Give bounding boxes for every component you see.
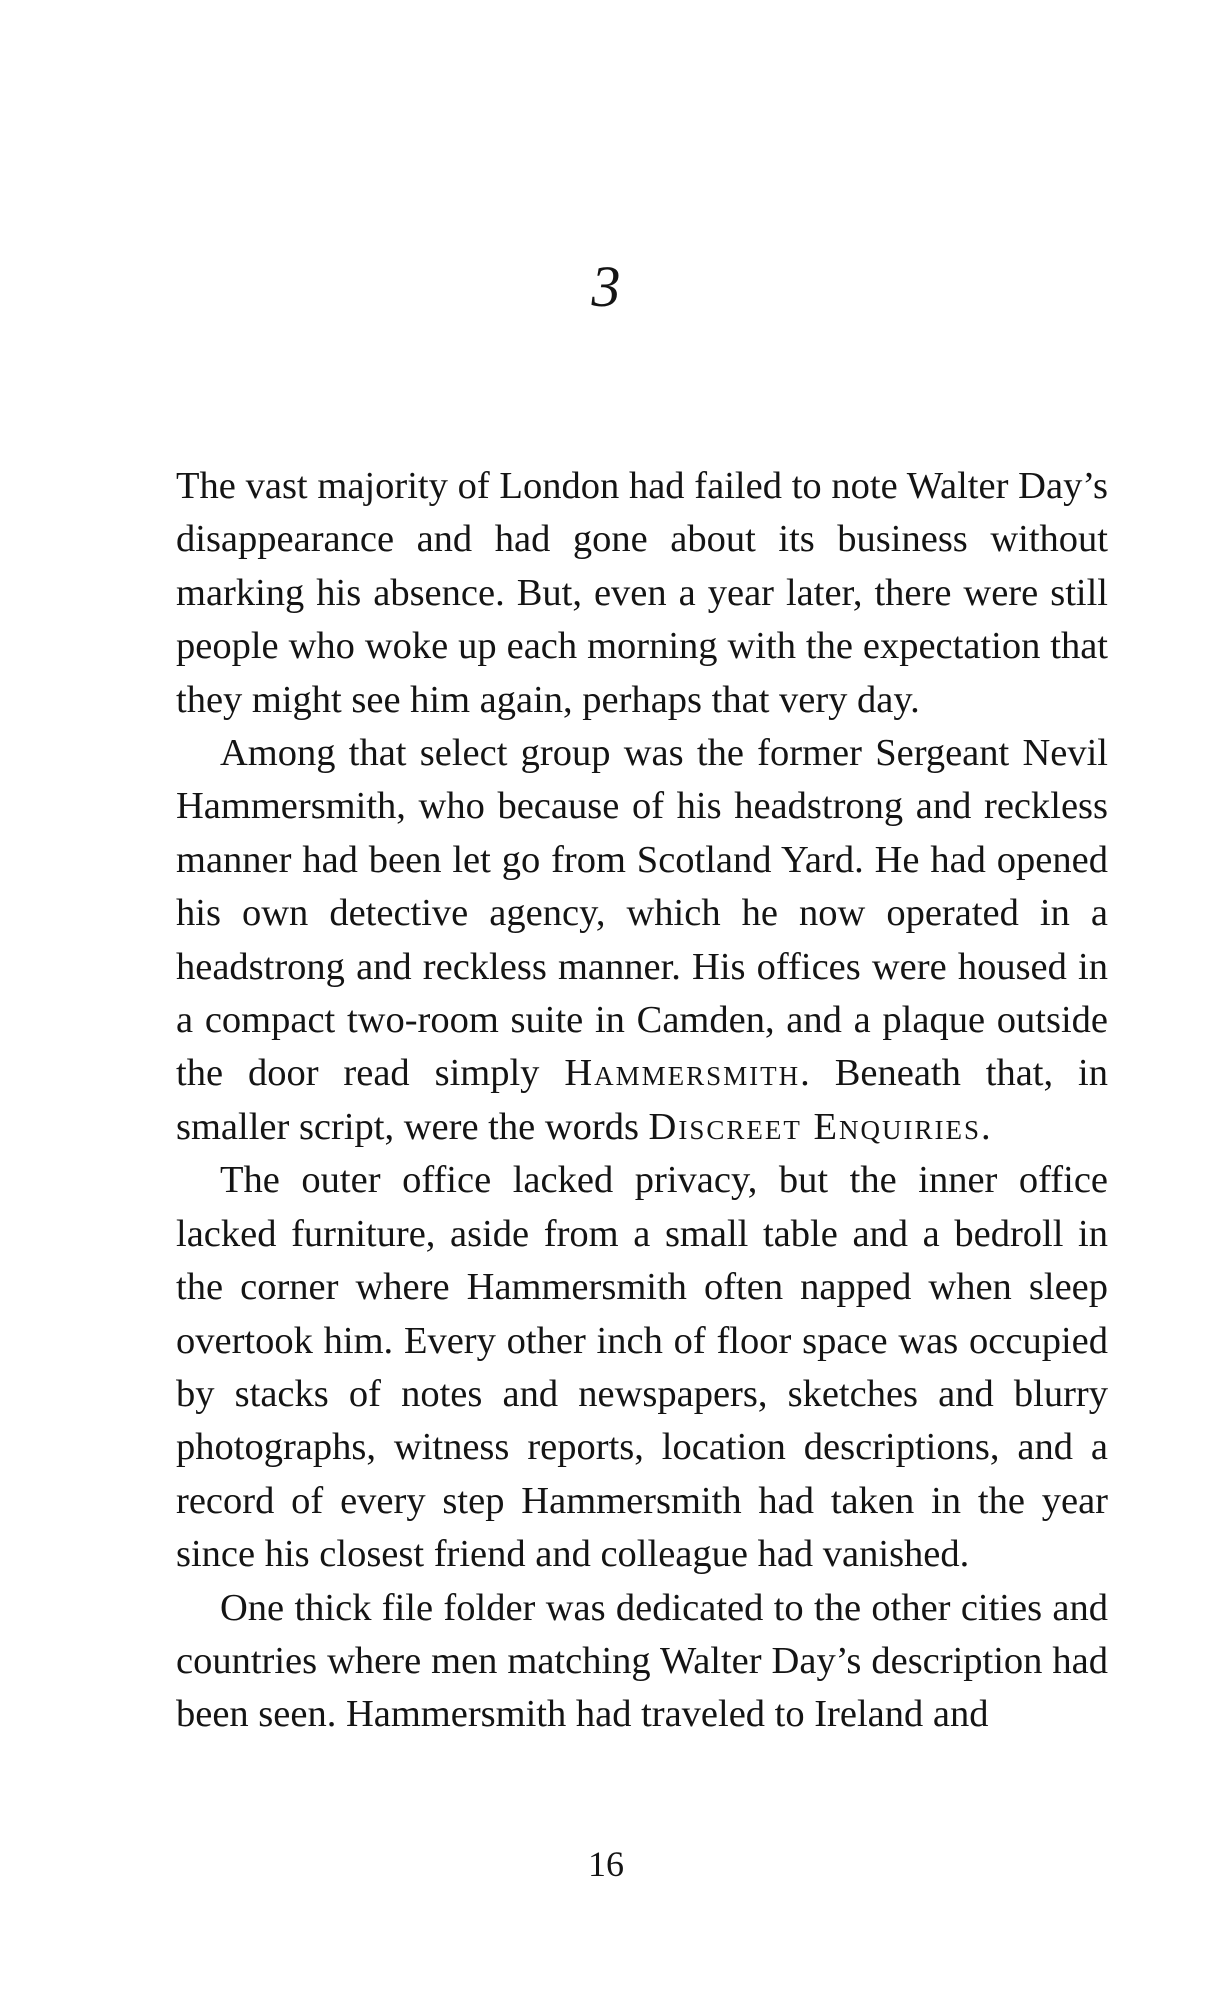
paragraph-3: The outer office lacked privacy, but the inner office lacked furniture, aside from a small table and a bedroll in the corner where Hammersmith often napped when sleep overtook him. Every other inch of floor space was occupied by stacks of notes and newspapers, sketches and blurry photographs, witness reports, location descriptions, and a record of every step Hammersmith had taken in the year since his closest friend and colleague had vanished. bbox=[176, 1159, 1108, 1576]
paragraph-1: The vast majority of London had failed to note Walter Day’s disappearance and had gone about its business without marking his absence. But, even a year later, there were still people who woke up each morning with the expectation that they might see him again, perhaps that very day. bbox=[176, 465, 1108, 721]
page-number: 16 bbox=[588, 1844, 624, 1884]
chapter-number: 3 bbox=[591, 254, 621, 319]
paragraph-2 bbox=[176, 727, 1108, 1154]
body-text bbox=[176, 460, 1108, 1742]
paragraph-2-text-middle: . Beneath that, in smaller script, were the words bbox=[176, 1052, 1108, 1148]
paragraph-2-text-before: Among that select group was the former Sergeant Nevil Hammersmith, who because of his headstrong and reckless manner had been let go from Scotland Yard. He had opened his own detective agency, which he now operated in a headstrong and reckless manner. His offices were housed in a compact two-room suite in Camden, and a plaque outside the door read simply bbox=[176, 732, 1108, 1095]
plaque-name: Hammersmith bbox=[564, 1052, 801, 1095]
paragraph-4: One thick file folder was dedicated to the other cities and countries where men matching Walter Day’s description had been seen. Hammersmith had traveled to Ireland and bbox=[176, 1586, 1108, 1736]
paragraph-2-text-after: . bbox=[981, 1105, 991, 1148]
plaque-words: Discreet Enquiries bbox=[648, 1105, 981, 1148]
